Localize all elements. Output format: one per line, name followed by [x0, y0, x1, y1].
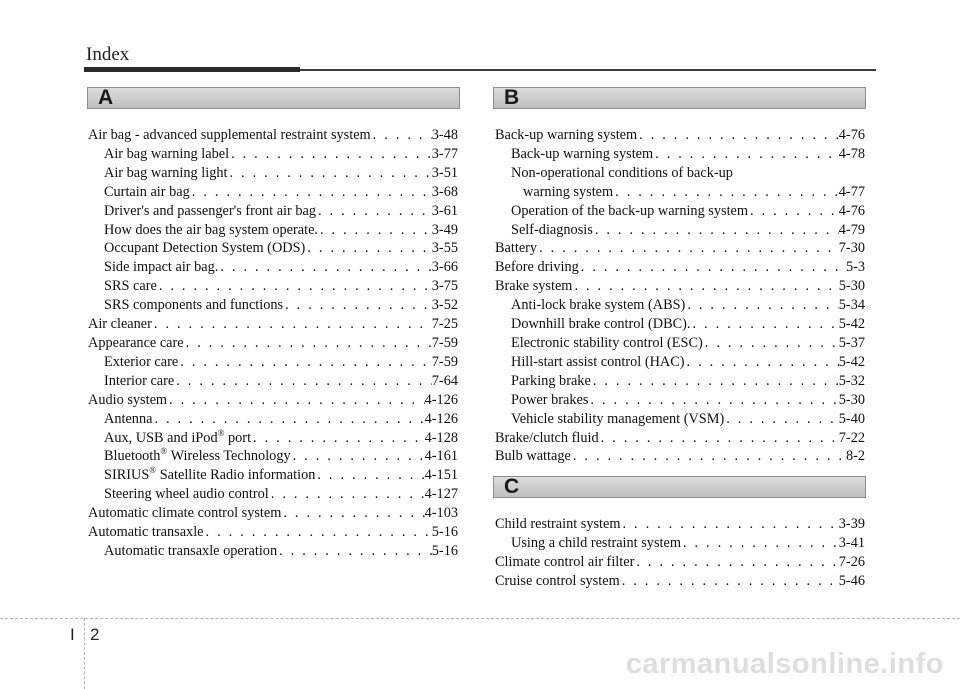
entry-page: 4-128 [424, 429, 458, 446]
footer-page-number: 2 [90, 625, 100, 644]
registered-mark: ® [149, 465, 157, 476]
entry-page: 5-40 [838, 410, 865, 427]
header-rule-thin [300, 69, 876, 71]
index-subentry[interactable] [88, 466, 458, 485]
entry-page: 7-22 [838, 429, 865, 446]
entry-page: 4-79 [838, 221, 865, 238]
section-c-bar [493, 476, 866, 498]
index-subentry[interactable] [88, 353, 458, 372]
index-subentry[interactable] [495, 296, 865, 315]
entry-term: Audio system [88, 391, 168, 408]
index-subentry[interactable] [88, 447, 458, 466]
index-subentry[interactable] [88, 164, 458, 183]
index-subentry[interactable] [495, 315, 865, 334]
entry-page: 4-77 [838, 183, 865, 200]
index-entry[interactable] [88, 126, 458, 145]
entry-page: 5-42 [838, 316, 865, 333]
entry-page: 4-126 [424, 410, 458, 427]
index-subentry[interactable] [88, 145, 458, 164]
section-b-bar [493, 87, 866, 109]
section-c-letter: C [504, 475, 520, 498]
entry-page: 7-59 [431, 334, 458, 351]
index-entry[interactable] [88, 504, 458, 523]
entry-term: Aux, USB and iPod® port [104, 427, 252, 446]
entry-term: Automatic climate control system [88, 505, 282, 522]
entry-page: 7-59 [431, 353, 458, 370]
index-subentry[interactable] [495, 410, 865, 429]
index-entry[interactable] [495, 429, 865, 448]
entry-page: 5-3 [845, 259, 865, 276]
index-entry[interactable] [495, 553, 865, 572]
entry-term: Side impact air bag. [104, 259, 219, 276]
entry-page: 3-77 [431, 145, 458, 162]
entry-term: Electronic stability control (ESC) [511, 334, 703, 351]
entry-term: SRS components and functions [104, 297, 284, 314]
entry-page: 7-25 [431, 316, 458, 333]
index-subentry[interactable] [88, 485, 458, 504]
entry-term: Bulb wattage [495, 448, 571, 465]
index-column-b [495, 126, 865, 466]
entry-page: 8-2 [845, 448, 865, 465]
entry-term: Self-diagnosis [511, 221, 593, 238]
entry-page: 5-30 [838, 278, 865, 295]
entry-term: Steering wheel audio control [104, 486, 269, 503]
index-subentry[interactable] [495, 353, 865, 372]
index-subentry[interactable] [495, 202, 865, 221]
section-a-letter: A [98, 86, 114, 109]
index-column-c [495, 515, 865, 591]
entry-term: Using a child restraint system [511, 534, 681, 551]
entry-term: Battery [495, 240, 538, 257]
index-subentry[interactable] [88, 258, 458, 277]
entry-page: 5-16 [431, 524, 458, 541]
entry-term: warning system [523, 183, 614, 200]
index-entry[interactable] [495, 277, 865, 296]
entry-page: 7-30 [838, 240, 865, 257]
entry-term: Cruise control system [495, 572, 620, 589]
entry-term: Anti-lock brake system (ABS) [511, 297, 686, 314]
index-entry[interactable] [495, 515, 865, 534]
index-entry[interactable] [495, 126, 865, 145]
entry-page: 3-61 [431, 202, 458, 219]
entry-term: Air bag warning label [104, 145, 230, 162]
entry-term: Back-up warning system [495, 127, 638, 143]
index-subentry[interactable] [88, 429, 458, 448]
index-subentry[interactable] [88, 296, 458, 315]
entry-term: Driver's and passenger's front air bag [104, 202, 316, 219]
index-subentry[interactable] [495, 334, 865, 353]
entry-page: 4-76 [838, 127, 865, 143]
entry-page: 4-78 [838, 145, 865, 162]
index-entry[interactable] [88, 334, 458, 353]
index-subentry[interactable] [88, 202, 458, 221]
index-subentry[interactable] [495, 391, 865, 410]
entry-term: Exterior care [104, 353, 179, 370]
entry-term: Appearance care [88, 334, 184, 351]
entry-page: 5-30 [838, 391, 865, 408]
entry-page: 5-34 [838, 297, 865, 314]
entry-page: 5-16 [431, 542, 458, 559]
entry-term: Bluetooth® Wireless Technology [104, 446, 291, 465]
entry-page: 4-103 [424, 505, 458, 522]
registered-mark: ® [160, 446, 168, 457]
entry-term: Power brakes [511, 391, 589, 408]
entry-term: SIRIUS® Satellite Radio information [104, 465, 316, 484]
index-entry[interactable] [88, 391, 458, 410]
index-entry[interactable] [495, 447, 865, 466]
entry-term: Automatic transaxle operation [104, 542, 278, 559]
entry-term: Climate control air filter [495, 553, 635, 570]
index-entry[interactable] [88, 523, 458, 542]
registered-mark: ® [217, 427, 225, 438]
index-entry[interactable] [495, 258, 865, 277]
section-a-bar [87, 87, 460, 109]
entry-page: 3-48 [431, 127, 458, 143]
entry-term: Interior care [104, 372, 175, 389]
index-subentry[interactable] [495, 372, 865, 391]
index-subentry-heading[interactable] [495, 164, 865, 183]
entry-page: 4-76 [838, 202, 865, 219]
watermark: carmanualsonline.info [625, 648, 944, 680]
index-subentry[interactable] [88, 239, 458, 258]
index-column-a [88, 126, 458, 561]
entry-term: Air cleaner [88, 316, 152, 333]
footer-rule [0, 618, 960, 619]
entry-page: 4-127 [424, 486, 458, 503]
entry-term: Child restraint system [495, 516, 621, 532]
entry-term: Parking brake [511, 372, 591, 389]
index-subentry-continuation[interactable] [495, 183, 865, 202]
entry-term: SRS care [104, 278, 157, 295]
entry-term: Antenna [104, 410, 153, 427]
entry-term: Before driving [495, 259, 579, 276]
footer-divider [84, 618, 85, 689]
entry-page: 3-68 [431, 183, 458, 200]
entry-page: 4-126 [424, 391, 458, 408]
entry-page: 5-42 [838, 353, 865, 370]
entry-page: 5-46 [838, 572, 865, 589]
entry-term: Brake/clutch fluid [495, 429, 599, 446]
entry-term: Curtain air bag [104, 183, 190, 200]
entry-term: How does the air bag system operate. [104, 221, 318, 238]
footer-section-label: I [70, 625, 75, 644]
entry-page: 3-51 [431, 164, 458, 181]
entry-term: Hill-start assist control (HAC) [511, 353, 685, 370]
index-entry[interactable] [495, 239, 865, 258]
index-subentry[interactable] [88, 183, 458, 202]
entry-term: Vehicle stability management (VSM) [511, 410, 725, 427]
entry-page: 3-66 [431, 259, 458, 276]
entry-page: 5-32 [838, 372, 865, 389]
entry-page: 3-39 [838, 516, 865, 532]
entry-page: 7-64 [431, 372, 458, 389]
index-subentry[interactable] [88, 277, 458, 296]
entry-page: 3-49 [431, 221, 458, 238]
index-subentry[interactable] [495, 534, 865, 553]
section-b-letter: B [504, 86, 520, 109]
entry-term: Non-operational conditions of back-up [511, 164, 733, 181]
page-header-title: Index [86, 44, 130, 65]
entry-term: Downhill brake control (DBC). [511, 316, 691, 333]
entry-term: Air bag warning light [104, 164, 228, 181]
entry-page: 3-75 [431, 278, 458, 295]
header-rule-thick [84, 67, 300, 72]
index-entry[interactable] [495, 572, 865, 591]
index-subentry[interactable] [495, 221, 865, 240]
index-subentry[interactable] [88, 542, 458, 561]
entry-page: 3-52 [431, 297, 458, 314]
entry-term: Back-up warning system [511, 145, 654, 162]
index-subentry[interactable] [88, 410, 458, 429]
entry-term: Air bag - advanced supplemental restraint system [88, 127, 371, 143]
entry-page: 4-151 [424, 467, 458, 484]
entry-term: Automatic transaxle [88, 524, 204, 541]
index-subentry[interactable] [88, 221, 458, 240]
entry-page: 5-37 [838, 334, 865, 351]
index-entry[interactable] [88, 315, 458, 334]
entry-page: 3-41 [838, 534, 865, 551]
entry-term: Operation of the back-up warning system [511, 202, 749, 219]
entry-term: Brake system [495, 278, 573, 295]
index-subentry[interactable] [88, 372, 458, 391]
entry-term: Occupant Detection System (ODS) [104, 240, 306, 257]
entry-page: 7-26 [838, 553, 865, 570]
index-subentry[interactable] [495, 145, 865, 164]
entry-page: 4-161 [424, 448, 458, 465]
entry-page: 3-55 [431, 240, 458, 257]
